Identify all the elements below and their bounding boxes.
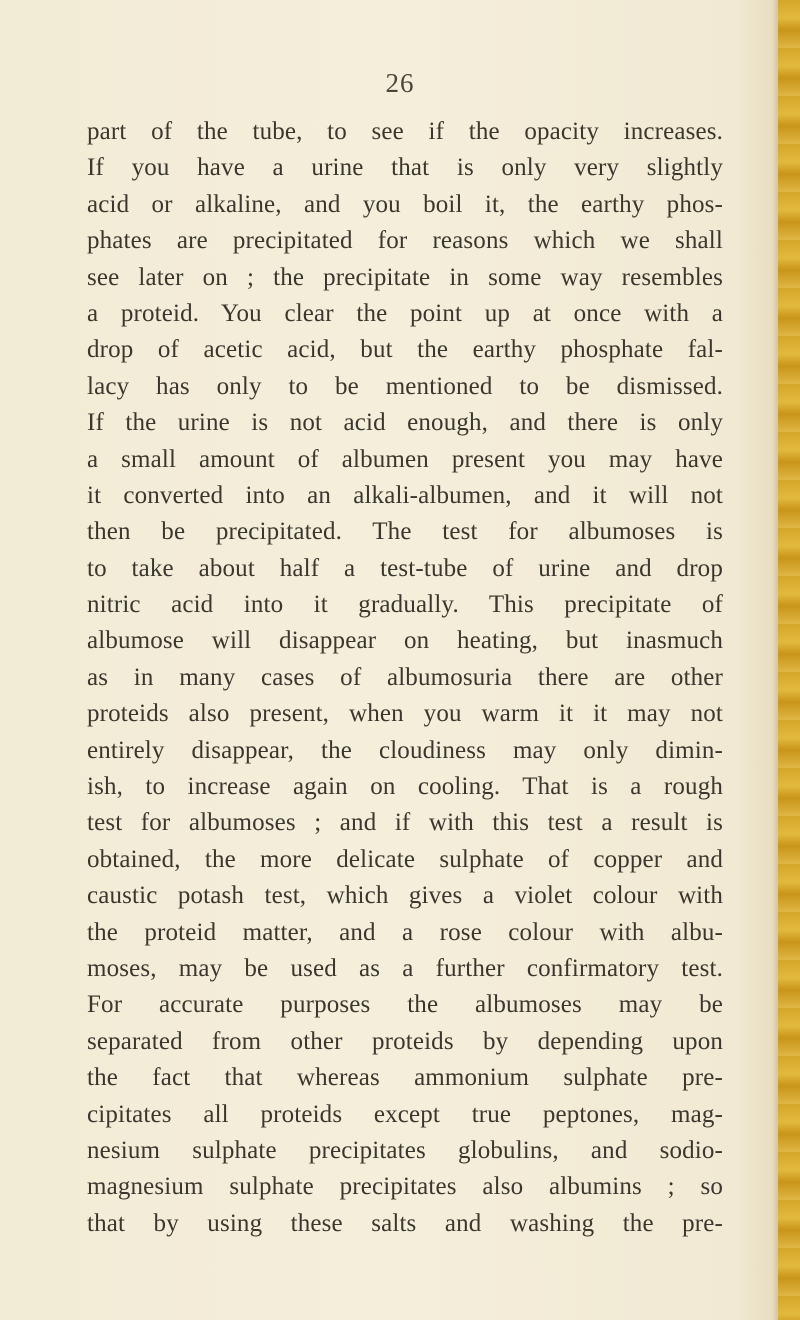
text-line: a proteid. You clear the point up at once with a bbox=[87, 299, 723, 327]
binding-edge bbox=[778, 0, 800, 1320]
text-line: obtained, the more delicate sulphate of copper and bbox=[87, 845, 723, 873]
text-line: test for albumoses ; and if with this test a result is bbox=[87, 809, 723, 837]
text-line: a small amount of albumen present you may have bbox=[87, 445, 723, 473]
text-line: as in many cases of albumosuria there are other bbox=[87, 663, 723, 691]
text-line: that by using these salts and washing the pre- bbox=[87, 1209, 723, 1237]
text-line: If you have a urine that is only very slightly bbox=[87, 154, 723, 182]
text-line: proteids also present, when you warm it it may not bbox=[87, 700, 723, 728]
text-line: lacy has only to be mentioned to be dismissed. bbox=[87, 372, 723, 400]
text-line: see later on ; the precipitate in some way resembles bbox=[87, 263, 723, 291]
text-line: nesium sulphate precipitates globulins, and sodio- bbox=[87, 1136, 723, 1164]
page-number: 26 bbox=[385, 68, 415, 98]
text-line: If the urine is not acid enough, and there is only bbox=[87, 409, 723, 437]
text-line: For accurate purposes the albumoses may be bbox=[87, 991, 723, 1019]
text-line: caustic potash test, which gives a violet colour with bbox=[87, 882, 723, 910]
body-text bbox=[87, 114, 723, 1242]
text-line: magnesium sulphate precipitates also albumins ; so bbox=[87, 1173, 723, 1201]
text-line: the fact that whereas ammonium sulphate pre- bbox=[87, 1064, 723, 1092]
text-line: the proteid matter, and a rose colour with albu- bbox=[87, 918, 723, 946]
text-line: entirely disappear, the cloudiness may only dimin- bbox=[87, 736, 723, 764]
text-line: separated from other proteids by depending upon bbox=[87, 1027, 723, 1055]
text-line: it converted into an alkali-albumen, and it will not bbox=[87, 481, 723, 509]
text-line: phates are precipitated for reasons which we shall bbox=[87, 227, 723, 255]
text-line: nitric acid into it gradually. This precipitate of bbox=[87, 591, 723, 619]
text-line: then be precipitated. The test for albumoses is bbox=[87, 518, 723, 546]
text-line: ish, to increase again on cooling. That is a rough bbox=[87, 773, 723, 801]
text-line: moses, may be used as a further confirmatory test. bbox=[87, 954, 723, 982]
text-line: drop of acetic acid, but the earthy phosphate fal- bbox=[87, 336, 723, 364]
text-line: part of the tube, to see if the opacity increases. bbox=[87, 118, 723, 145]
text-line: albumose will disappear on heating, but inasmuch bbox=[87, 627, 723, 655]
text-line: cipitates all proteids except true peptones, mag- bbox=[87, 1100, 723, 1128]
text-line: to take about half a test-tube of urine and drop bbox=[87, 554, 723, 582]
text-line: acid or alkaline, and you boil it, the earthy phos- bbox=[87, 190, 723, 218]
